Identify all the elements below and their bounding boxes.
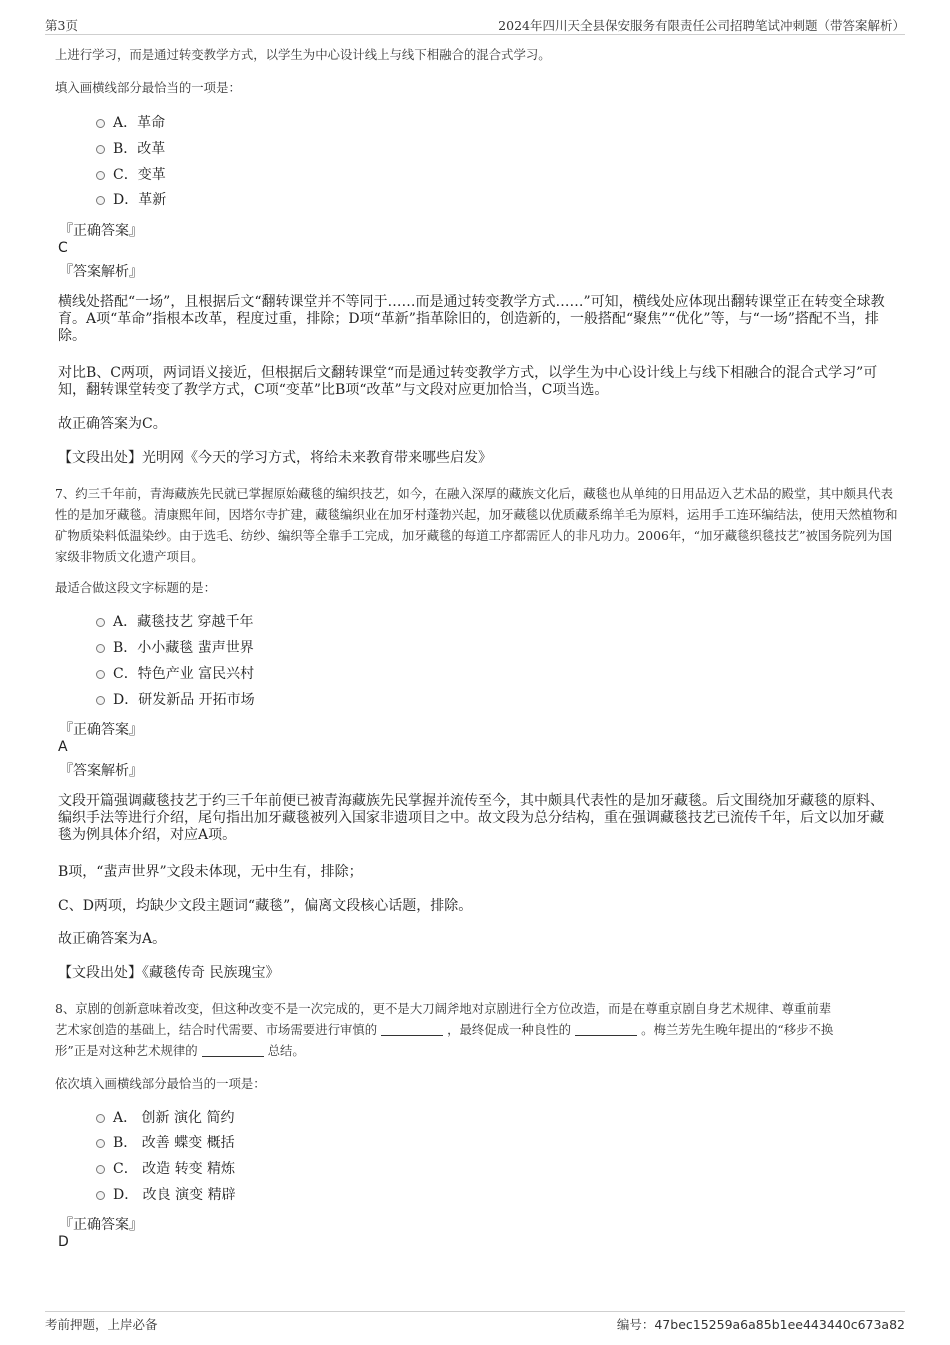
option-label: D． 改良 演变 精辟 — [113, 1187, 236, 1203]
option-label: B．小小藏毯 蜚声世界 — [113, 640, 254, 656]
q7-analysis-label: 『答案解析』 — [59, 763, 143, 779]
radio-icon[interactable] — [96, 696, 105, 705]
option-label: A．革命 — [113, 115, 166, 131]
q7-explanation-4: 故正确答案为A。 — [58, 931, 167, 947]
q8-text: 形”正是对这种艺术规律的 — [55, 1043, 198, 1058]
option-label: C． 改造 转变 精炼 — [113, 1161, 236, 1177]
serial-label: 编号： — [616, 1317, 655, 1332]
q6-answer: C — [58, 240, 68, 256]
q8-line-2 — [55, 1019, 905, 1040]
option-label: B． 改善 蝶变 概括 — [113, 1135, 235, 1151]
q6-option-c[interactable] — [96, 164, 166, 186]
radio-icon[interactable] — [96, 1165, 105, 1174]
q7-source: 【文段出处】《藏毯传奇 民族瑰宝》 — [58, 965, 280, 981]
q8-option-c[interactable] — [96, 1158, 235, 1180]
q8-answer-label: 『正确答案』 — [59, 1217, 143, 1233]
q7-option-a[interactable] — [96, 611, 254, 633]
option-label: B．改革 — [113, 141, 166, 157]
option-label: C．特色产业 富民兴村 — [113, 666, 255, 682]
q8-answer: D — [58, 1234, 69, 1250]
option-label: D．革新 — [113, 192, 167, 208]
q8-prompt: 依次填入画横线部分最恰当的一项是： — [55, 1076, 266, 1091]
q6-analysis-label: 『答案解析』 — [59, 264, 143, 280]
radio-icon[interactable] — [96, 1191, 105, 1200]
q6-explanation-3: 故正确答案为C。 — [58, 416, 167, 432]
q8-line-3 — [55, 1040, 905, 1061]
q8-text: 总结。 — [267, 1043, 305, 1058]
q6-source: 【文段出处】光明网《今天的学习方式，将给未来教育带来哪些启发》 — [58, 450, 492, 466]
q7-option-d[interactable] — [96, 689, 255, 711]
q7-explanation-1: 文段开篇强调藏毯技艺于约三千年前便已被青海藏族先民掌握并流传至今，其中颇具代表性的是加牙藏毯。后文围绕加牙藏毯的原料、编织手法等进行介绍，尾句指出加牙藏毯被列入国家非遗项目之中。故文段为总分结构，重在强调藏毯技艺已流传千年，后文以加牙藏毯为例具体介绍，对应A项。 — [58, 793, 884, 843]
q8-passage — [55, 998, 905, 1061]
q8-option-b[interactable] — [96, 1132, 235, 1154]
q8-option-a[interactable] — [96, 1107, 234, 1129]
radio-icon[interactable] — [96, 1139, 105, 1148]
q6-prompt: 填入画横线部分最恰当的一项是： — [55, 80, 241, 95]
radio-icon[interactable] — [96, 644, 105, 653]
document-title: 2024年四川天全县保安服务有限责任公司招聘笔试冲刺题（带答案解析） — [498, 18, 905, 33]
q8-text: 艺术家创造的基础上，结合时代需要、市场需要进行审慎的 — [55, 1022, 378, 1037]
q6-option-d[interactable] — [96, 189, 166, 211]
q6-option-b[interactable] — [96, 138, 165, 160]
q6-explanation-2: 对比B、C两项，两词语义接近，但根据后文翻转课堂“而是通过转变教学方式，以学生为中心设计线上与线下相融合的混合式学习”可知，翻转课堂转变了教学方式，C项“变革”比B项“改革”与文段对应更加恰当，C项当选。 — [58, 365, 878, 398]
q7-answer: A — [58, 739, 68, 755]
q7-prompt: 最适合做这段文字标题的是： — [55, 580, 217, 595]
q7-passage: 7、约三千年前，青海藏族先民就已掌握原始藏毯的编织技艺，如今，在融入深厚的藏族文化后，藏毯也从单纯的日用品迈入艺术品的殿堂，其中颇具代表性的是加牙藏毯。清康熙年间，因塔尔寺扩建，藏毯编织业在加牙村蓬勃兴起，加牙藏毯以优质藏系绵羊毛为原料，运用手工连环编结法，使用天然植物和矿物质染料低温染纱。由于选毛、纺纱、编织等全靠手工完成，加牙藏毯的每道工序都需匠人的非凡功力。2006年，“加牙藏毯织毯技艺”被国务院列为国家级非物质文化遗产项目。 — [55, 486, 898, 564]
option-label: C．变革 — [113, 167, 166, 183]
q6-option-a[interactable] — [96, 112, 165, 134]
q8-text: ，最终促成一种良性的 — [447, 1022, 572, 1037]
radio-icon[interactable] — [96, 1114, 105, 1123]
footer-serial — [617, 1315, 905, 1333]
serial-code: 47bec15259a6a85b1ee443440c673a82 — [654, 1317, 905, 1332]
q6-answer-label: 『正确答案』 — [59, 223, 143, 239]
radio-icon[interactable] — [96, 171, 105, 180]
q7-explanation-3: C、D两项，均缺少文段主题词“藏毯”，偏离文段核心话题，排除。 — [58, 898, 473, 914]
radio-icon[interactable] — [96, 145, 105, 154]
footer-slogan: 考前押题，上岸必备 — [45, 1317, 158, 1332]
radio-icon[interactable] — [96, 196, 105, 205]
radio-icon[interactable] — [96, 618, 105, 627]
q8-option-d[interactable] — [96, 1184, 236, 1206]
option-label: D．研发新品 开拓市场 — [113, 692, 255, 708]
fill-blank — [575, 1023, 637, 1036]
q7-option-b[interactable] — [96, 637, 254, 659]
page-number: 第3页 — [45, 18, 78, 33]
q7-option-c[interactable] — [96, 663, 254, 685]
radio-icon[interactable] — [96, 119, 105, 128]
q7-answer-label: 『正确答案』 — [59, 722, 143, 738]
fill-blank — [381, 1023, 443, 1036]
q7-explanation-2: B项，“蜚声世界”文段未体现，无中生有，排除； — [58, 864, 363, 880]
fill-blank — [202, 1044, 264, 1057]
radio-icon[interactable] — [96, 670, 105, 679]
page-footer — [45, 1311, 905, 1332]
q6-passage-tail: 上进行学习，而是通过转变教学方式，以学生为中心设计线上与线下相融合的混合式学习。 — [55, 47, 551, 62]
option-label: A．藏毯技艺 穿越千年 — [113, 614, 254, 630]
option-label: A． 创新 演化 简约 — [113, 1110, 235, 1126]
q6-explanation-1: 横线处搭配“一场”，且根据后文“翻转课堂并不等同于……而是通过转变教学方式……”可知，横线处应体现出翻转课堂正在转变全球教育。A项“革命”指根本改革，程度过重，排除；D项“革新”指革除旧的，创造新的，一般搭配“聚焦”“优化”等，与“一场”搭配不当，排除。 — [58, 294, 885, 344]
q8-text: 。梅兰芳先生晚年提出的“移步不换 — [641, 1022, 834, 1037]
page-header — [45, 14, 905, 35]
q8-line-1: 8、京剧的创新意味着改变，但这种改变不是一次完成的，更不是大刀阔斧地对京剧进行全方位改造，而是在尊重京剧自身艺术规律、尊重前辈 — [55, 1001, 832, 1016]
